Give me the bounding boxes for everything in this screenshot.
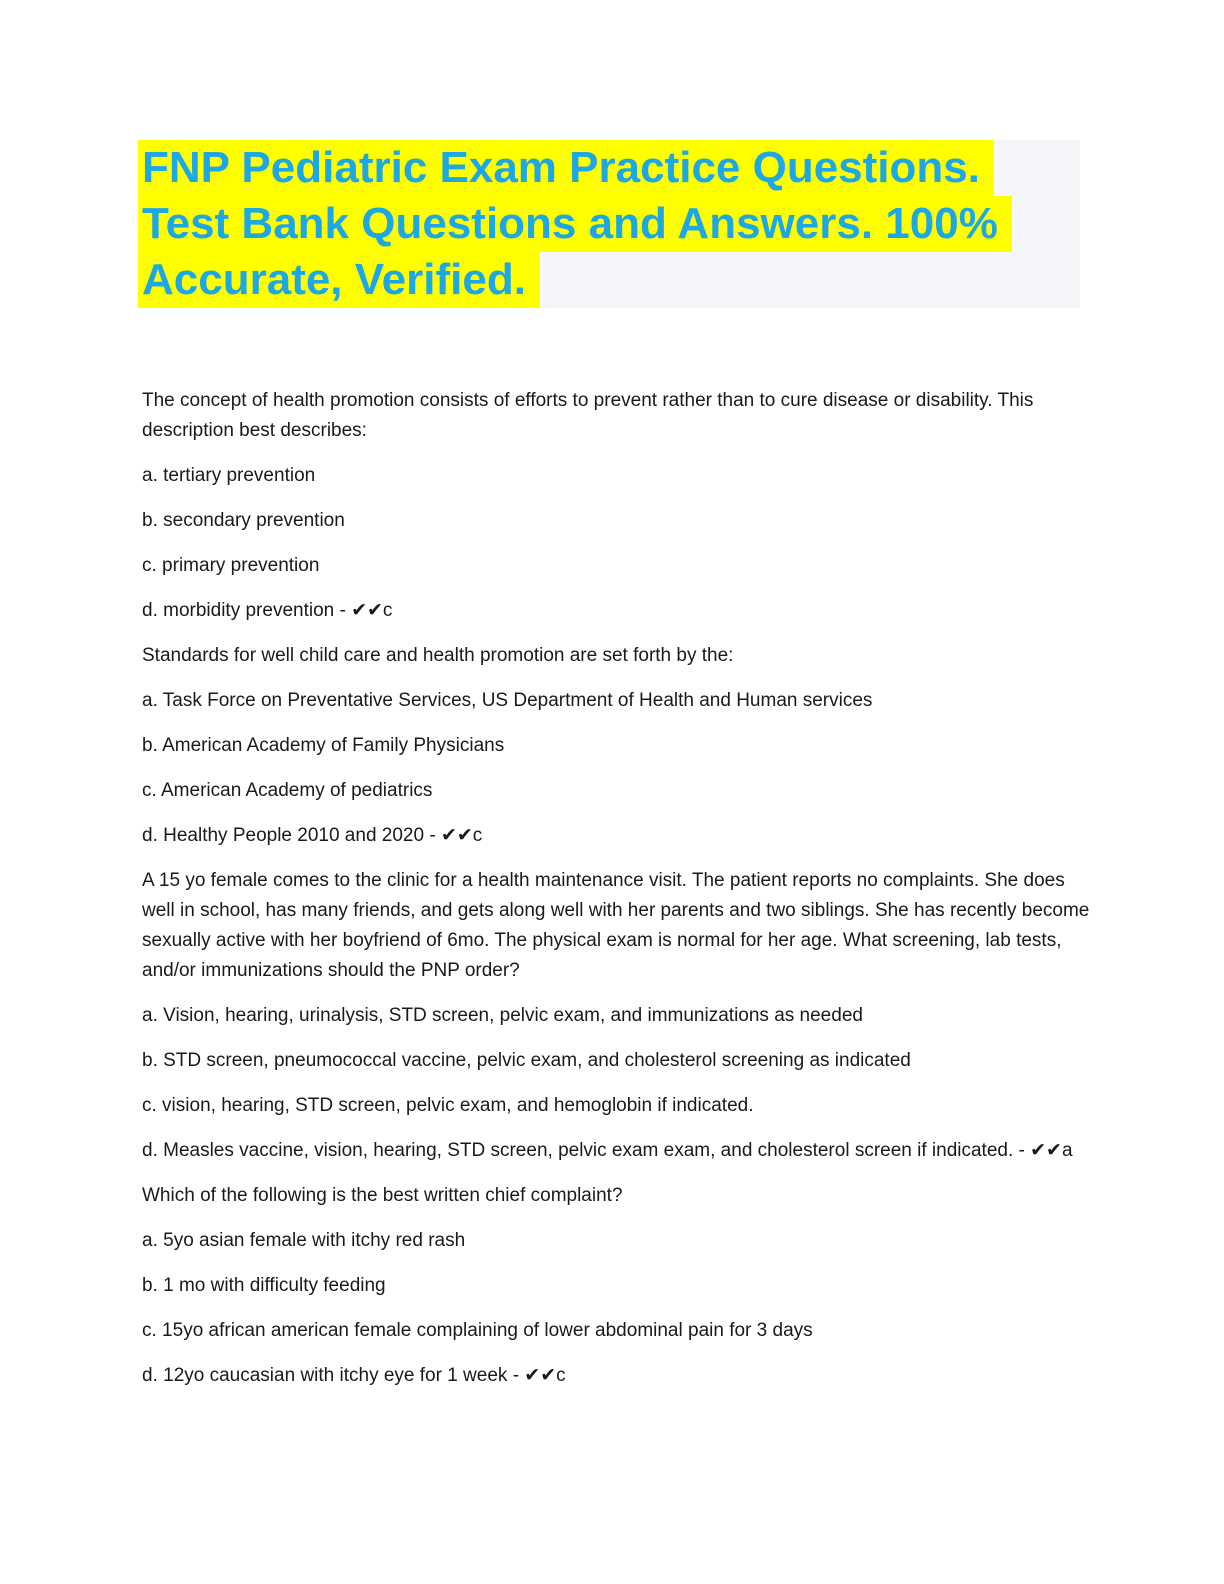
document-body bbox=[138, 386, 1092, 1391]
title-line-3 bbox=[138, 252, 1080, 308]
answer-option-c: c. American Academy of pediatrics bbox=[142, 780, 433, 801]
title-line-1-highlight: FNP Pediatric Exam Practice Questions. bbox=[138, 140, 994, 196]
answer-option-b: b. STD screen, pneumococcal vaccine, pelvic exam, and cholesterol screening as indicated bbox=[142, 1050, 911, 1071]
answer-option-b: b. American Academy of Family Physicians bbox=[142, 735, 505, 756]
answer-option-c: c. vision, hearing, STD screen, pelvic exam, and hemoglobin if indicated. bbox=[142, 1095, 754, 1116]
title-line-1 bbox=[138, 140, 1080, 196]
answer-option-d: d. Healthy People 2010 and 2020 - ✔✔c bbox=[142, 825, 483, 846]
answer-option-d: d. 12yo caucasian with itchy eye for 1 week - ✔✔c bbox=[142, 1365, 566, 1386]
answer-option-c: c. primary prevention bbox=[142, 555, 320, 576]
title-line-2 bbox=[138, 196, 1080, 252]
answer-option-b: b. 1 mo with difficulty feeding bbox=[142, 1275, 386, 1296]
title-line-2-highlight: Test Bank Questions and Answers. 100% bbox=[138, 196, 1012, 252]
answer-option-b: b. secondary prevention bbox=[142, 510, 345, 531]
question-text: A 15 yo female comes to the clinic for a health maintenance visit. The patient reports no complaints. She does well in school, has many friends, and gets along well with her parents and two siblings. She has recently become sexually active with her boyfriend of 6mo. The physical exam is normal for her age. What screening, lab tests, and/or immunizations should the PNP order? bbox=[142, 870, 1090, 981]
question-text: Standards for well child care and health promotion are set forth by the: bbox=[142, 645, 734, 666]
answer-option-d: d. Measles vaccine, vision, hearing, STD screen, pelvic exam exam, and cholesterol screen if indicated. - ✔✔a bbox=[142, 1140, 1073, 1161]
answer-option-a: a. 5yo asian female with itchy red rash bbox=[142, 1230, 466, 1251]
question-text: Which of the following is the best written chief complaint? bbox=[142, 1185, 623, 1206]
answer-option-a: a. Task Force on Preventative Services, US Department of Health and Human services bbox=[142, 690, 873, 711]
title-highlight-block bbox=[138, 140, 1080, 308]
answer-option-d: d. morbidity prevention - ✔✔c bbox=[142, 600, 393, 621]
title-line-3-highlight: Accurate, Verified. bbox=[138, 252, 540, 308]
question-text: The concept of health promotion consists of efforts to prevent rather than to cure disease or disability. This description best describes: bbox=[142, 390, 1034, 441]
answer-option-a: a. Vision, hearing, urinalysis, STD screen, pelvic exam, and immunizations as needed bbox=[142, 1005, 863, 1026]
answer-option-c: c. 15yo african american female complaining of lower abdominal pain for 3 days bbox=[142, 1320, 813, 1341]
page-title bbox=[138, 140, 1080, 308]
answer-option-a: a. tertiary prevention bbox=[142, 465, 316, 486]
